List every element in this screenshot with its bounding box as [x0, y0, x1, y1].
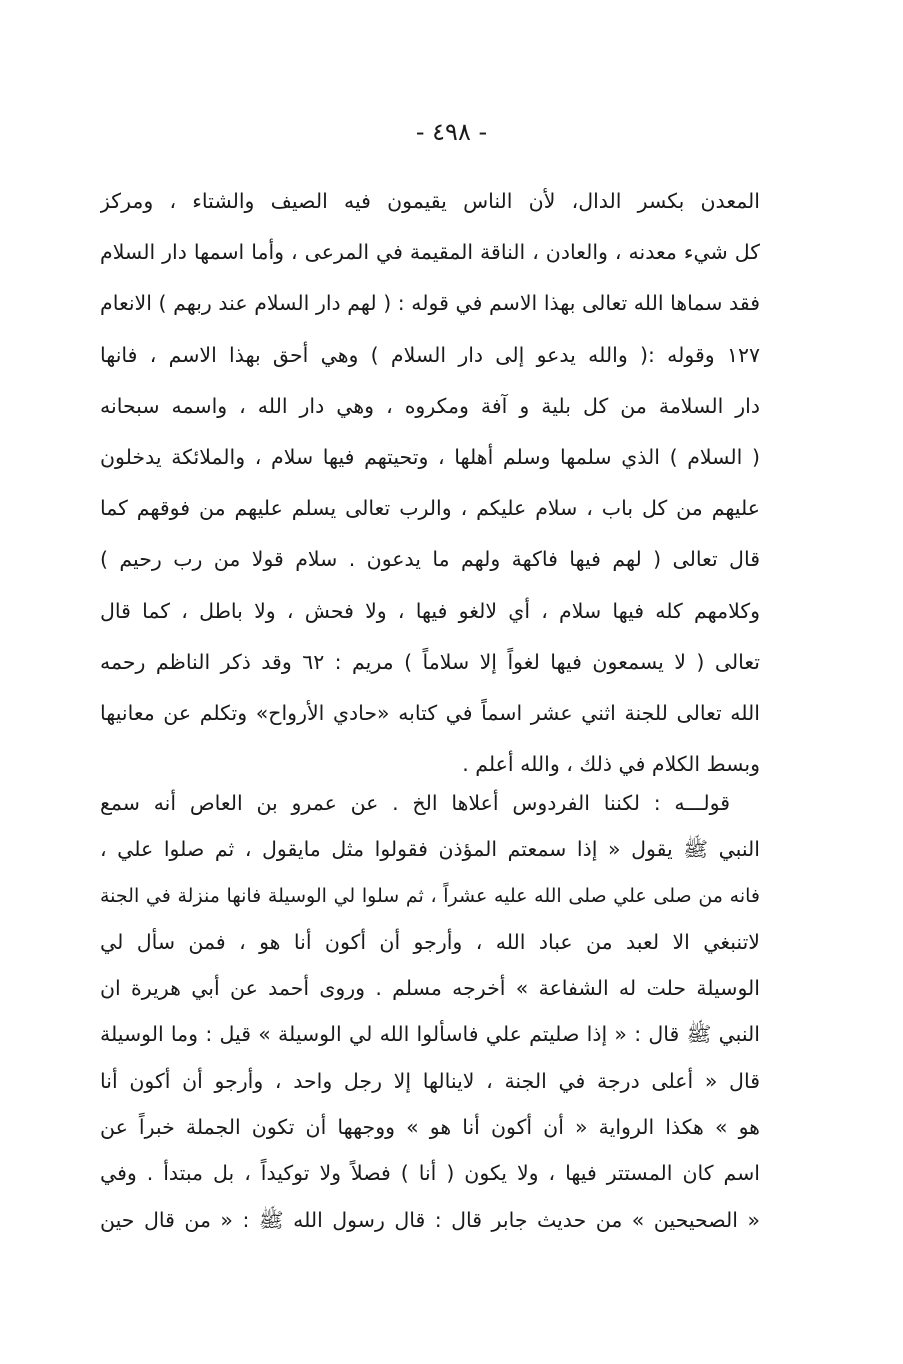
text-line: الوسيلة حلت له الشفاعة » أخرجه مسلم . وروى أحمد عن أبي هريرة ان — [100, 976, 760, 1001]
text-line: النبي ﷺ قال : « إذا صليتم علي فاسألوا الله لي الوسيلة » قيل : وما الوسيلة — [100, 1022, 760, 1047]
text-line: الله تعالى للجنة اثني عشر اسماً في كتابه «حادي الأرواح» وتكلم عن معانيها — [100, 700, 760, 725]
text-line: هو » هكذا الرواية « أن أكون أنا هو » ووجهها أن تكون الجملة خبراً عن — [100, 1115, 760, 1140]
text-line: تعالى ( لا يسمعون فيها لغواً إلا سلاماً ) مريم : ٦٢ وقد ذكر الناظم رحمه — [100, 649, 760, 674]
text-line: قولـــه : لكننا الفردوس أعلاها الخ . عن عمرو بن العاص أنه سمع — [100, 791, 730, 815]
text-line: ( السلام ) الذي سلمها وسلم أهلها ، وتحيتهم فيها سلام ، والملائكة يدخلون — [100, 444, 760, 469]
text-line: وكلامهم كله فيها سلام ، أي لالغو فيها ، ولا فحش ، ولا باطل ، كما قال — [100, 598, 760, 623]
paragraph-1 — [100, 176, 760, 790]
text-line: قال « أعلى درجة في الجنة ، لاينالها إلا رجل واحد ، وأرجو أن أكون أنا — [100, 1068, 760, 1093]
text-line: النبي ﷺ يقول « إذا سمعتم المؤذن فقولوا مثل مايقول ، ثم صلوا علي ، — [100, 837, 760, 862]
text-line: « الصحيحين » من حديث جابر قال : قال رسول الله ﷺ : « من قال حين — [100, 1207, 760, 1232]
text-line: اسم كان المستتر فيها ، ولا يكون ( أنا ) فصلاً ولا توكيداً ، بل مبتدأ . وفي — [100, 1161, 760, 1186]
text-line: دار السلامة من كل بلية و آفة ومكروه ، وهي دار الله ، واسمه سبحانه — [100, 393, 760, 418]
text-line: فقد سماها الله تعالى بهذا الاسم في قوله : ( لهم دار السلام عند ربهم ) الانعام — [100, 291, 760, 316]
text-line: عليهم من كل باب ، سلام عليكم ، والرب تعالى يسلم عليهم من فوقهم كما — [100, 496, 760, 521]
text-line: المعدن بكسر الدال، لأن الناس يقيمون فيه الصيف والشتاء ، ومركز — [100, 189, 760, 213]
text-line: كل شيء معدنه ، والعادن ، الناقة المقيمة في المرعى ، وأما اسمها دار السلام — [100, 240, 760, 265]
text-line: قال تعالى ( لهم فيها فاكهة ولهم ما يدعون . سلام قولا من رب رحيم ) — [100, 547, 760, 572]
text-line: ١٢٧ وقوله :( والله يدعو إلى دار السلام ) وهي أحق بهذا الاسم ، فانها — [100, 342, 760, 367]
text-line: لاتنبغي الا لعبد من عباد الله ، وأرجو أن أكون أنا هو ، فمن سأل لي — [100, 929, 760, 954]
text-line: فانه من صلى علي صلى الله عليه عشراً ، ثم سلوا لي الوسيلة فانها منزلة في الجنة — [100, 884, 760, 907]
paragraph-2 — [100, 780, 760, 1243]
text-line: وبسط الكلام في ذلك ، والله أعلم . — [462, 752, 760, 777]
page-number: - ٤٩٨ - — [415, 118, 488, 146]
